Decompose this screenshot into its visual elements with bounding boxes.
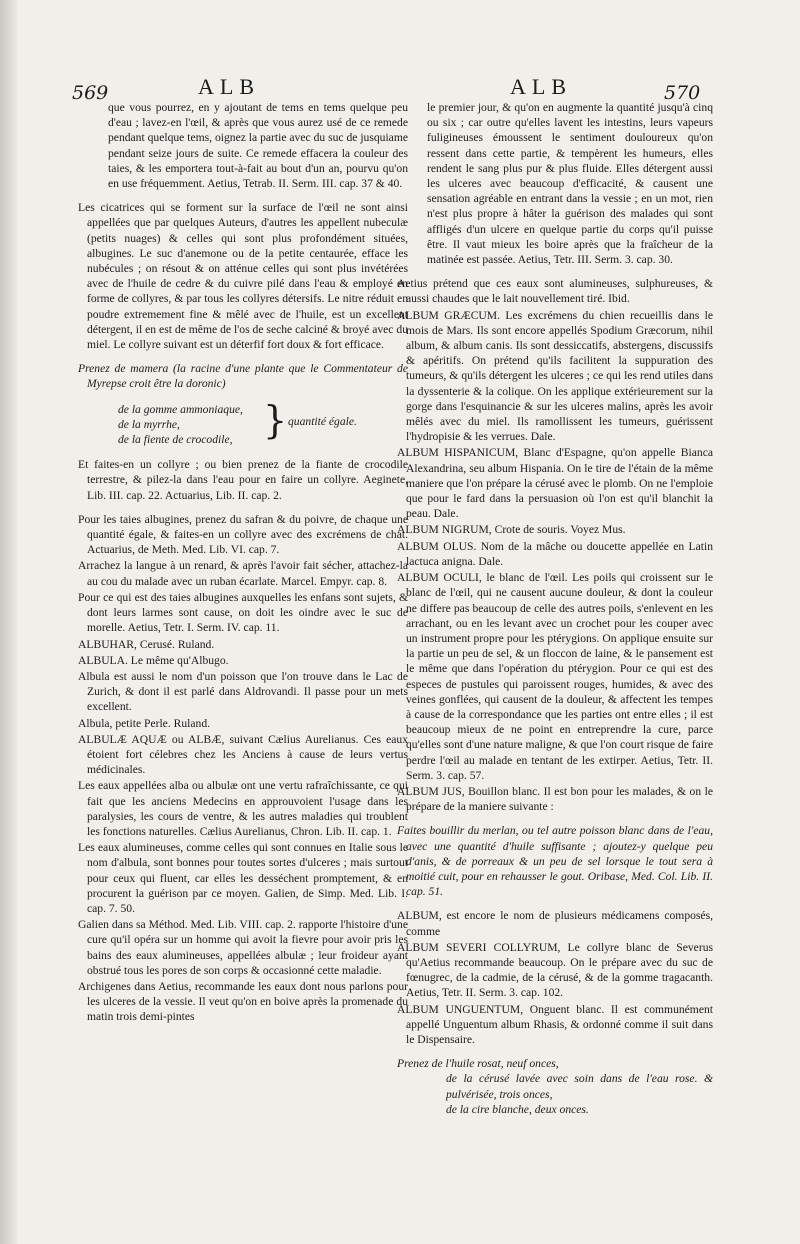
entry-paragraph: Arrachez la langue à un renard, & après l'avoir fait sécher, attachez-la au cou du malade avec un ruban écarlate. Marcel. Empyr. cap. 8. <box>78 559 408 588</box>
entry-paragraph: ALBUM NIGRUM, Crote de souris. Voyez Mus. <box>397 523 626 537</box>
recipe-quantity: quantité égale. <box>288 414 357 428</box>
entry-paragraph: ALBUM OCULI, le blanc de l'œil. Les poils qui croissent sur le blanc de l'œil, qui ne causent aucune douleur, & dont la couleur ne differe pas beaucoup de celle des autres poils, s'enlevent en les arrachant, ou en les levant avec un crochet pour les couper avec un instrument propre pour les ptérygions. On applique ensuite sur la partie un peu de sel, & un floccon de laine, & le pansement est le même que dans l'opération du ptérygion. Pour ce qui est des especes de pustules qui paroissent rouges, humides, & avec des veines gonflées, qui causent de la douleur, & affectent les tempes à cause de la correspondance que les parties ont entre elles ; il est beaucoup mieux de ne point en entreprendre la cure, parce qu'elles sont d'une nature maligne, & que l'on court risque de faire perdre l'œil au malade en tentant de les extirper. Aetius, Tetr. II. Serm. 3. cap. 57. <box>397 571 713 782</box>
entry-paragraph: le premier jour, & qu'on en augmente la quantité jusqu'à cinq ou six ; car outre qu'elles lavent les intestins, leurs vapeurs fuligineuses émoussent le sentiment douloureux qu'on ressent dans cette partie, & tempèrent les humeurs, elles rendent le sang plus pur & plus fluide. Elles détergent aussi les ulceres avec beaucoup d'efficacité, & causent une sensation agréable en entrant dans la vessie ; en un mot, rien n'est plus propre à hâter la guérison des malades qui sont affligés d'un ulcere en quelque partie du corps qu'il puisse être. Il vaut mieux les boire après que la fraîcheur de la matinée est passée. Aetius, Tetr. III. Serm. 3. cap. 30. <box>427 101 713 267</box>
entry-paragraph: Les eaux alumineuses, comme celles qui sont connues en Italie sous le nom d'albula, sont bonnes pour toutes sortes d'ulceres ; mais surtout pour ceux qui fluent, car elles les desséchent promptement, & en procurent la guérison par ce moyen. Galien, de Simp. Med. Lib. I. cap. 7. 50. <box>78 841 408 915</box>
entry-paragraph: Archigenes dans Aetius, recommande les eaux dont nous parlons pour les ulceres de la vessie. Il veut qu'on en boive après la promenade du matin trois demi-pintes <box>78 979 408 1024</box>
right-running-head: ALB <box>510 74 572 99</box>
entry-paragraph: ALBUM JUS, Bouillon blanc. Il est bon pour les malades, & on le prépare de la maniere suivante : <box>397 784 713 814</box>
entry-paragraph: ALBULÆ AQUÆ ou ALBÆ, suivant Cælius Aurelianus. Ces eaux étoient fort célebres chez les Anciens à cause de leurs vertus médicinales. <box>78 732 408 777</box>
left-column <box>78 100 408 1026</box>
binding-gutter <box>0 0 18 1244</box>
recipe-block <box>78 361 408 391</box>
entry-headword: ALBULA. Le même qu'Albugo. <box>78 653 229 667</box>
entry-paragraph: ALBUM SEVERI COLLYRUM, Le collyre blanc de Severus qu'Aetius recommande beaucoup. On le prépare avec du suc de fœnugrec, de la cadmie, de la cérusé, & de la gomme tragacanth. Aetius, Tetr. II. Serm. 3. cap. 102. <box>397 940 713 1000</box>
recipe-block <box>397 1056 713 1117</box>
entry-paragraph: Les cicatrices qui se forment sur la surface de l'œil ne sont ainsi appellées que par quelques Auteurs, d'autres les appellent nubeculæ (petits nuages) & celles qui sont plus profondément situées, albugines. Le suc d'anemone ou de la petite centaurée, efface les nubécules ; on résout & on atténue celles qui sont plus invétérées avec de l'huile de cedre & du cuivre pilé dans l'eau & employé en forme de collyres, & par tous les collyres détersifs. Le nitre réduit en poudre extremement fine & mêlé avec de l'huile, est un excellent détergent, il en est de même de l'os de seche calciné & broyé avec du miel. Le collyre suivant est un déterfif fort doux & fort efficace. <box>78 201 408 352</box>
entry-paragraph: Pour ce qui est des taies albugines auxquelles les enfans sont sujets, & dont leurs larmes sont cause, on doit les oindre avec le suc de morelle. Aetius, Tetr. I. Serm. IV. cap. 11. <box>78 590 408 635</box>
right-column <box>397 100 713 1127</box>
left-page-number: 569 <box>72 82 109 104</box>
entry-paragraph: ALBUM UNGUENTUM, Onguent blanc. Il est communément appellé Unguentum album Rhasis, & ordonné comme il suit dans le Dispensaire. <box>397 1002 713 1046</box>
entry-paragraph: Albula, petite Perle. Ruland. <box>78 716 211 730</box>
recipe-paragraph: Faites bouillir du merlan, ou tel autre poisson blanc dans de l'eau, avec une quantité d'huile suffisante ; ajoutez-y quelque peu d'anis, & de porreaux & un peu de sel lorsque le tout sera à moitié cuit, pour en rehausser le gout. Oribase, Med. Col. Lib. II. cap. 51. <box>397 824 713 899</box>
recipe-ingredient: de la fiente de crocodile, <box>118 433 233 447</box>
entry-paragraph: Galien dans sa Méthod. Med. Lib. VIII. cap. 2. rapporte l'histoire d'une cure qu'il opéra sur un homme qui avoit la fievre pour avoir pris les bains des eaux alumineuses, appellées albulæ ; leur froideur ayant obstrué tous les pores de son corps & occasionné cette maladie. <box>78 918 408 977</box>
brace-glyph: } <box>263 397 288 442</box>
entry-paragraph: ALBUM, est encore le nom de plusieurs médicamens composés, comme <box>397 909 713 938</box>
recipe-ingredient: de la gomme ammoniaque, <box>118 402 243 416</box>
entry-paragraph: Albula est aussi le nom d'un poisson que l'on trouve dans le Lac de Zurich, & dont il est parlé dans Aldrovandi. Il passe pour un mets excellent. <box>78 669 408 714</box>
recipe-ingredient: de la cire blanche, deux onces. <box>446 1102 589 1116</box>
right-page-number: 570 <box>664 82 701 104</box>
recipe-intro: Prenez de mamera (la racine d'une plante que le Commentateur de Myrepse croit être la doronic) <box>78 362 408 391</box>
entry-headword: ALBUHAR, Cerusé. Ruland. <box>78 637 215 651</box>
recipe-ingredients <box>78 397 408 448</box>
entry-paragraph: ALBUM HISPANICUM, Blanc d'Espagne, qu'on appelle Bianca Alexandrina, seu album Hispania. On le tire de l'étain de la même maniere que l'on prépare la cérusé avec le plomb. On ne l'emploie que pour le fard dans la persuasion où l'on est qu'il blanchit la peau. Dale. <box>397 446 713 521</box>
entry-paragraph: Aetius prétend que ces eaux sont alumineuses, sulphureuses, & aussi chaudes que le lait nouvellement tiré. Ibid. <box>397 277 713 306</box>
left-running-head: ALB <box>198 74 260 99</box>
entry-paragraph: ALBUM GRÆCUM. Les excrémens du chien recueillis dans le mois de Mars. Ils sont encore appellés Spodium Græcorum, nihil album, & album canis. Ils sont dessiccatifs, abstergens, discussifs & apéritifs. On prétend qu'ils facilitent la suppuration des tumeurs, & qu'ils détergent les ulceres ; ce qui les rend utiles dans la dyssenterie & la colique. On les applique extérieurement sur la gorge dans l'esquinancie & sur les ulceres malins, après les avoir mêlés avec du miel. Ils ramollissent les tumeurs, guérissent l'hydropisie & les verrues. Dale. <box>397 308 713 444</box>
entry-paragraph: Et faites-en un collyre ; ou bien prenez de la fiante de crocodile terrestre, & pilez-la dans l'eau pour en faire un collyre. Aeginete, Lib. III. cap. 22. Actuarius, Lib. II. cap. 2. <box>78 458 408 502</box>
recipe-intro: Prenez de l'huile rosat, neuf onces, <box>397 1057 559 1071</box>
entry-paragraph: Les eaux appellées alba ou albulæ ont une vertu rafraîchissante, ce qui fait que les anciens Medecins en approuvoient l'usage dans les paralysies, les cours de ventre, & les autres maladies qui troublent les fonctions naturelles. Cælius Aurelianus, Chron. Lib. II. cap. 1. <box>78 779 408 838</box>
entry-paragraph: ALBUM OLUS. Nom de la mâche ou doucette appellée en Latin lactuca anigna. Dale. <box>397 539 713 568</box>
entry-paragraph: Pour les taies albugines, prenez du safran & du poivre, de chaque une quantité égale, & faites-en un collyre avec des excrémens de chat. Actuarius, de Meth. Med. Lib. VI. cap. 7. <box>78 512 408 557</box>
recipe-ingredient: de la cérusé lavée avec soin dans de l'eau rose. & pulvérisée, trois onces, <box>446 1072 713 1101</box>
entry-paragraph: que vous pourrez, en y ajoutant de tems en tems quelque peu d'eau ; lavez-en l'œil, & après que vous aurez usé de ce remede pendant quelque tems, oignez la partie avec du suc de jusquiame pendant seize jours de suite. Ce remede effacera la couleur des taies, & les emportera tout-à-fait au bout d'un an, pourvu qu'on en use fréquemment. Aetius, Tetrab. II. Serm. III. cap. 37 & 40. <box>108 101 408 191</box>
recipe-ingredient: de la myrrhe, <box>118 417 180 431</box>
